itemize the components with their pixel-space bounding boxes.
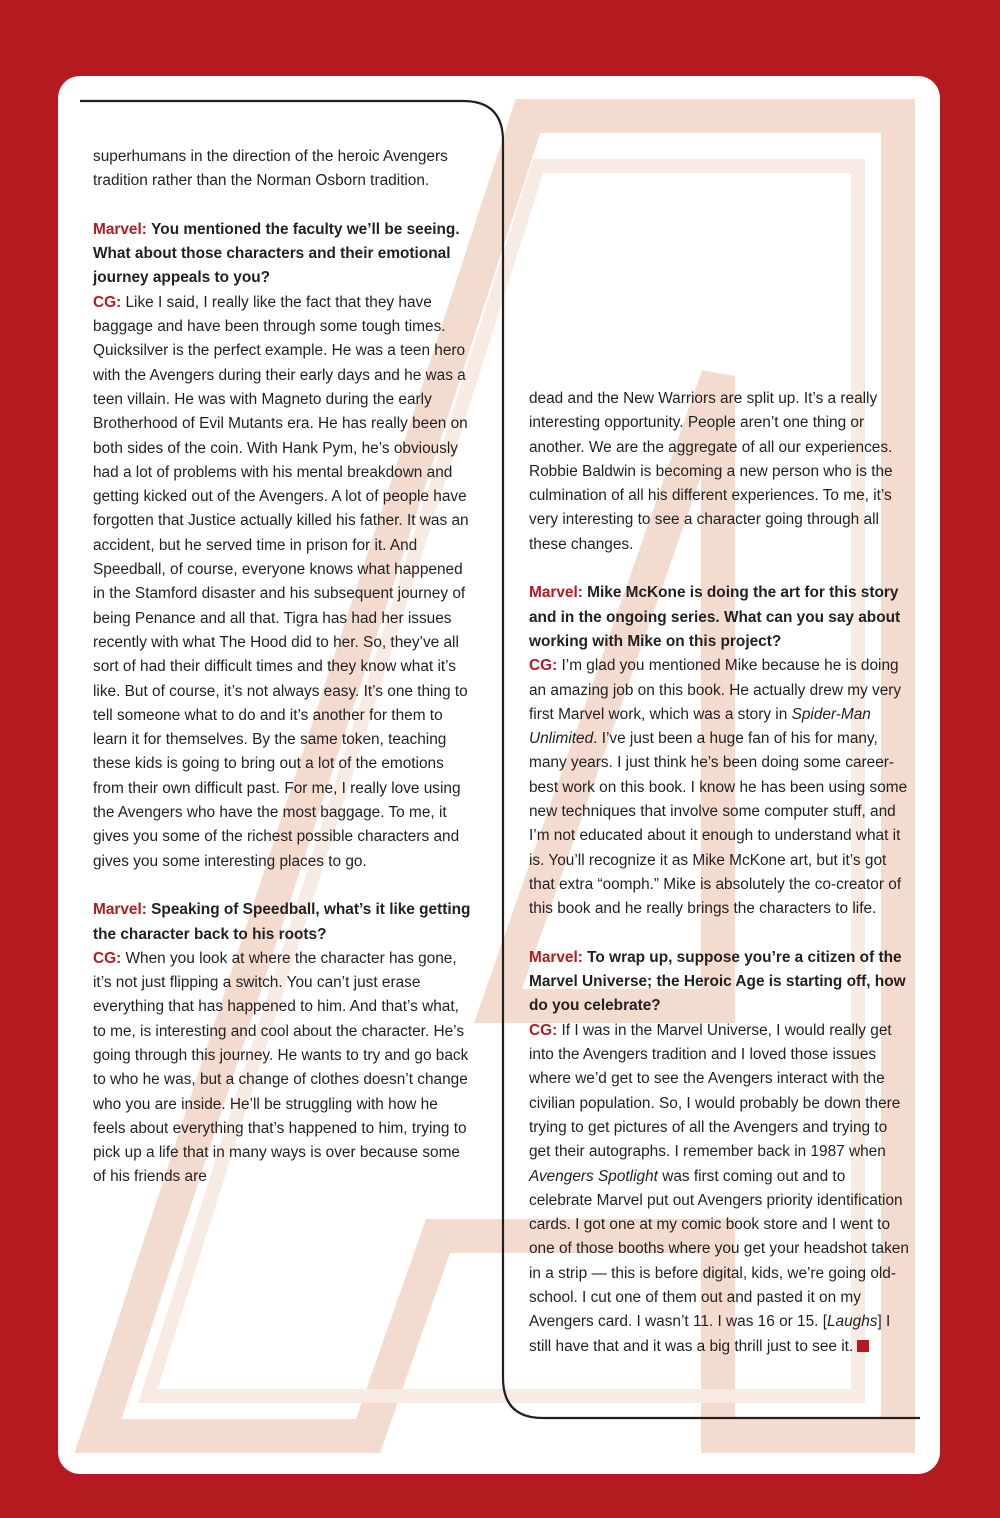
continued-paragraph: dead and the New Warriors are split up. It’s a really interesting opportunity. People aren’t one thing or another. We are the aggregate of all our experiences. Robbie Baldwin is becoming a new person who is the culmination of all his different experiences. To me, it’s very interesting to see a character going through all these changes. (529, 390, 893, 553)
intro-paragraph: superhumans in the direction of the heroic Avengers tradition rather than the Norman Osborn tradition. (93, 148, 448, 190)
qa-block-faculty (93, 218, 471, 874)
qa-block-wrap-up (529, 946, 911, 1359)
interviewer-label: Marvel: (93, 220, 147, 238)
qa-block-speedball (93, 898, 471, 1190)
book-title: Spider-Man Unlimited (529, 705, 871, 748)
book-title: Avengers Spotlight (529, 1167, 658, 1185)
end-mark-icon (857, 1340, 869, 1352)
answer-text: I’m glad you mentioned Mike because he is doing an amazing job on this book. He actually drew my very first Marvel work, which was a story in (529, 657, 902, 723)
answer-text: was first coming out and to celebrate Marvel put out Avengers priority identification cards. I got one at my comic book store and I went to one of those booths where you get your headshot taken in a strip — this is before digital, kids, we’re going old-school. I cut one of them out and pasted it on my Avengers card. I wasn’t 11. I was 16 or 15. [ (529, 1167, 909, 1331)
answer-text: Like I said, I really like the fact that they have baggage and have been through some tough times. Quicksilver is the perfect example. He was a teen hero with the Avengers during their early days and he was a teen villain. He was with Magneto during the early Brotherhood of Evil Mutants era. He has really been on both sides of the coin. With Hank Pym, he’s obviously had a lot of problems with his mental breakdown and getting kicked out of the Avengers. A lot of people have forgotten that Justice actually killed his father. It was an accident, but he served time in prison for it. And Speedball, of course, everyone knows what happened in the Stamford disaster and his subsequent journey of being Penance and all that. Tigra has had her issues recently with what The Hood did to her. So, they’ve all sort of had their difficult times and they know what it’s like. But of course, it’s not always easy. It’s one thing to tell someone what to do and it’s another for them to learn it for themselves. By the same token, teaching these kids is going to bring out a lot of the emotions from their own difficult past. For me, I really love using the Avengers who have the most baggage. To me, it gives you some of the richest possible characters and gives you some interesting places to go. (93, 293, 469, 870)
question-text: Mike McKone is doing the art for this story and in the ongoing series. What can you say about working with Mike on this project? (529, 584, 901, 650)
left-text-column (93, 145, 471, 1214)
interviewer-label: Marvel: (529, 584, 583, 602)
question-text: Speaking of Speedball, what’s it like getting the character back to his roots? (93, 901, 471, 943)
question-text: You mentioned the faculty we’ll be seeing. What about those characters and their emotional journey appeals to you? (93, 220, 460, 287)
answer-text: When you look at where the character has gone, it’s not just flipping a switch. You can’t just erase everything that has happened to him. And that’s what, to me, is interesting and cool about the character. He’s going through this journey. He wants to try and go back to who he was, but a change of clothes doesn’t change who you are inside. He’ll be struggling with how he feels about everything that’s happened to him, trying to pick up a life that in many ways is over because some of his friends are (93, 949, 469, 1186)
interviewee-label: CG: (529, 1021, 558, 1039)
interviewee-label: CG: (93, 293, 122, 311)
qa-block-mckone (529, 581, 911, 921)
laughs-aside: Laughs (827, 1313, 878, 1331)
right-text-column (529, 387, 911, 1383)
interviewer-label: Marvel: (529, 948, 583, 966)
question-text: To wrap up, suppose you’re a citizen of the Marvel Universe; the Heroic Age is starting off, how do you celebrate? (529, 948, 906, 1015)
answer-text: . I’ve just been a huge fan of his for many, many years. I just think he’s been doing some career-best work on this book. I know he has been using some new techniques that involve some computer stuff, and I’m not educated about it enough to understand what it is. You’ll recognize it as Mike McKone art, but it’s got that extra “oomph.” Mike is absolutely the co-creator of this book and he really brings the characters to life. (529, 730, 908, 918)
interviewee-label: CG: (529, 657, 558, 675)
interviewee-label: CG: (93, 949, 122, 967)
answer-text: ] I still have that and it was a big thrill just to see it. (529, 1313, 891, 1355)
answer-text: If I was in the Marvel Universe, I would really get into the Avengers tradition and I loved those issues where we’d get to see the Avengers interact with the civilian population. So, I would probably be down there trying to get pictures of all the Avengers and trying to get their autographs. I remember back in 1987 when (529, 1021, 901, 1161)
interviewer-label: Marvel: (93, 901, 147, 919)
